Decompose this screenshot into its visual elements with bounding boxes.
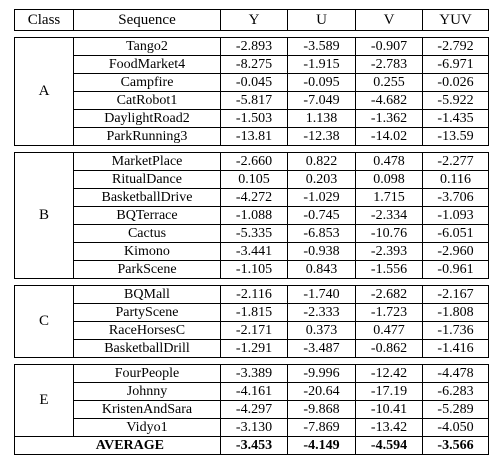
yuv-cell: -0.961 bbox=[423, 261, 489, 279]
y-cell: -1.815 bbox=[221, 304, 288, 322]
header-row bbox=[15, 10, 489, 31]
group-separator bbox=[15, 146, 489, 153]
class-cell: A bbox=[15, 38, 74, 146]
table-row bbox=[15, 419, 489, 437]
table-row bbox=[15, 128, 489, 146]
v-cell: -1.556 bbox=[356, 261, 423, 279]
sequence-cell: Tango2 bbox=[74, 38, 221, 56]
y-cell: -2.171 bbox=[221, 322, 288, 340]
y-cell: -1.503 bbox=[221, 110, 288, 128]
y-cell: -1.105 bbox=[221, 261, 288, 279]
sequence-cell: BasketballDrive bbox=[74, 189, 221, 207]
header-u: U bbox=[288, 10, 356, 31]
yuv-cell: -6.283 bbox=[423, 383, 489, 401]
sequence-cell: BQTerrace bbox=[74, 207, 221, 225]
sequence-cell: PartyScene bbox=[74, 304, 221, 322]
results-table-container bbox=[14, 9, 488, 455]
separator-cell bbox=[15, 146, 489, 153]
sequence-cell: Kimono bbox=[74, 243, 221, 261]
yuv-cell: -5.922 bbox=[423, 92, 489, 110]
y-cell: -4.297 bbox=[221, 401, 288, 419]
yuv-cell: -1.736 bbox=[423, 322, 489, 340]
yuv-cell: -1.435 bbox=[423, 110, 489, 128]
y-cell: -1.291 bbox=[221, 340, 288, 358]
v-cell: -1.362 bbox=[356, 110, 423, 128]
results-table bbox=[14, 9, 489, 455]
sequence-cell: DaylightRoad2 bbox=[74, 110, 221, 128]
class-cell: C bbox=[15, 286, 74, 358]
average-y-cell: -3.453 bbox=[221, 437, 288, 455]
sequence-cell: KristenAndSara bbox=[74, 401, 221, 419]
average-yuv-cell: -3.566 bbox=[423, 437, 489, 455]
v-cell: -10.41 bbox=[356, 401, 423, 419]
u-cell: -1.915 bbox=[288, 56, 356, 74]
yuv-cell: -3.706 bbox=[423, 189, 489, 207]
v-cell: -1.723 bbox=[356, 304, 423, 322]
separator-cell bbox=[15, 358, 489, 365]
v-cell: -2.393 bbox=[356, 243, 423, 261]
table-row bbox=[15, 225, 489, 243]
sequence-cell: Campfire bbox=[74, 74, 221, 92]
separator-cell bbox=[15, 279, 489, 286]
table-row bbox=[15, 38, 489, 56]
class-cell: B bbox=[15, 153, 74, 279]
average-row bbox=[15, 437, 489, 455]
v-cell: -2.783 bbox=[356, 56, 423, 74]
u-cell: 0.373 bbox=[288, 322, 356, 340]
v-cell: -14.02 bbox=[356, 128, 423, 146]
table-row bbox=[15, 74, 489, 92]
v-cell: -0.862 bbox=[356, 340, 423, 358]
u-cell: -6.853 bbox=[288, 225, 356, 243]
header-class: Class bbox=[15, 10, 74, 31]
yuv-cell: -1.808 bbox=[423, 304, 489, 322]
yuv-cell: -2.792 bbox=[423, 38, 489, 56]
u-cell: -3.589 bbox=[288, 38, 356, 56]
class-cell: E bbox=[15, 365, 74, 437]
group-separator bbox=[15, 31, 489, 38]
table-row bbox=[15, 286, 489, 304]
header-sequence: Sequence bbox=[74, 10, 221, 31]
v-cell: -10.76 bbox=[356, 225, 423, 243]
table-row bbox=[15, 56, 489, 74]
sequence-cell: CatRobot1 bbox=[74, 92, 221, 110]
v-cell: -17.19 bbox=[356, 383, 423, 401]
yuv-cell: -4.050 bbox=[423, 419, 489, 437]
y-cell: -4.272 bbox=[221, 189, 288, 207]
y-cell: -8.275 bbox=[221, 56, 288, 74]
u-cell: 1.138 bbox=[288, 110, 356, 128]
sequence-cell: Johnny bbox=[74, 383, 221, 401]
sequence-cell: FourPeople bbox=[74, 365, 221, 383]
yuv-cell: -2.960 bbox=[423, 243, 489, 261]
table-row bbox=[15, 153, 489, 171]
y-cell: -5.817 bbox=[221, 92, 288, 110]
table-row bbox=[15, 110, 489, 128]
v-cell: 0.477 bbox=[356, 322, 423, 340]
sequence-cell: ParkRunning3 bbox=[74, 128, 221, 146]
v-cell: 1.715 bbox=[356, 189, 423, 207]
v-cell: 0.098 bbox=[356, 171, 423, 189]
y-cell: -3.441 bbox=[221, 243, 288, 261]
v-cell: -13.42 bbox=[356, 419, 423, 437]
table-row bbox=[15, 340, 489, 358]
v-cell: -2.682 bbox=[356, 286, 423, 304]
yuv-cell: -13.59 bbox=[423, 128, 489, 146]
yuv-cell: -1.416 bbox=[423, 340, 489, 358]
sequence-cell: ParkScene bbox=[74, 261, 221, 279]
sequence-cell: BasketballDrill bbox=[74, 340, 221, 358]
u-cell: -9.868 bbox=[288, 401, 356, 419]
yuv-cell: 0.116 bbox=[423, 171, 489, 189]
average-v-cell: -4.594 bbox=[356, 437, 423, 455]
yuv-cell: -6.971 bbox=[423, 56, 489, 74]
y-cell: -2.660 bbox=[221, 153, 288, 171]
u-cell: 0.822 bbox=[288, 153, 356, 171]
yuv-cell: -2.277 bbox=[423, 153, 489, 171]
u-cell: 0.203 bbox=[288, 171, 356, 189]
v-cell: -4.682 bbox=[356, 92, 423, 110]
y-cell: -0.045 bbox=[221, 74, 288, 92]
v-cell: 0.255 bbox=[356, 74, 423, 92]
y-cell: -13.81 bbox=[221, 128, 288, 146]
group-separator bbox=[15, 358, 489, 365]
table-row bbox=[15, 261, 489, 279]
u-cell: -7.869 bbox=[288, 419, 356, 437]
u-cell: -20.64 bbox=[288, 383, 356, 401]
u-cell: -7.049 bbox=[288, 92, 356, 110]
u-cell: -2.333 bbox=[288, 304, 356, 322]
y-cell: -3.130 bbox=[221, 419, 288, 437]
y-cell: 0.105 bbox=[221, 171, 288, 189]
u-cell: -12.38 bbox=[288, 128, 356, 146]
yuv-cell: -5.289 bbox=[423, 401, 489, 419]
u-cell: 0.843 bbox=[288, 261, 356, 279]
table-row bbox=[15, 365, 489, 383]
v-cell: -12.42 bbox=[356, 365, 423, 383]
v-cell: 0.478 bbox=[356, 153, 423, 171]
u-cell: -0.938 bbox=[288, 243, 356, 261]
y-cell: -1.088 bbox=[221, 207, 288, 225]
group-separator bbox=[15, 279, 489, 286]
table-row bbox=[15, 171, 489, 189]
u-cell: -1.740 bbox=[288, 286, 356, 304]
sequence-cell: FoodMarket4 bbox=[74, 56, 221, 74]
table-row bbox=[15, 383, 489, 401]
sequence-cell: BQMall bbox=[74, 286, 221, 304]
table-row bbox=[15, 322, 489, 340]
sequence-cell: Vidyo1 bbox=[74, 419, 221, 437]
u-cell: -9.996 bbox=[288, 365, 356, 383]
yuv-cell: -2.167 bbox=[423, 286, 489, 304]
sequence-cell: RaceHorsesC bbox=[74, 322, 221, 340]
u-cell: -3.487 bbox=[288, 340, 356, 358]
separator-cell bbox=[15, 31, 489, 38]
table-row bbox=[15, 243, 489, 261]
v-cell: -2.334 bbox=[356, 207, 423, 225]
yuv-cell: -1.093 bbox=[423, 207, 489, 225]
sequence-cell: Cactus bbox=[74, 225, 221, 243]
u-cell: -0.745 bbox=[288, 207, 356, 225]
table-row bbox=[15, 189, 489, 207]
y-cell: -2.893 bbox=[221, 38, 288, 56]
y-cell: -4.161 bbox=[221, 383, 288, 401]
y-cell: -3.389 bbox=[221, 365, 288, 383]
sequence-cell: MarketPlace bbox=[74, 153, 221, 171]
average-label: AVERAGE bbox=[15, 437, 221, 455]
y-cell: -2.116 bbox=[221, 286, 288, 304]
table-body bbox=[15, 31, 489, 455]
header-yuv: YUV bbox=[423, 10, 489, 31]
yuv-cell: -0.026 bbox=[423, 74, 489, 92]
u-cell: -1.029 bbox=[288, 189, 356, 207]
table-row bbox=[15, 92, 489, 110]
u-cell: -0.095 bbox=[288, 74, 356, 92]
header-v: V bbox=[356, 10, 423, 31]
table-header bbox=[15, 10, 489, 31]
sequence-cell: RitualDance bbox=[74, 171, 221, 189]
header-y: Y bbox=[221, 10, 288, 31]
v-cell: -0.907 bbox=[356, 38, 423, 56]
average-u-cell: -4.149 bbox=[288, 437, 356, 455]
table-row bbox=[15, 304, 489, 322]
yuv-cell: -6.051 bbox=[423, 225, 489, 243]
yuv-cell: -4.478 bbox=[423, 365, 489, 383]
table-row bbox=[15, 207, 489, 225]
table-row bbox=[15, 401, 489, 419]
y-cell: -5.335 bbox=[221, 225, 288, 243]
